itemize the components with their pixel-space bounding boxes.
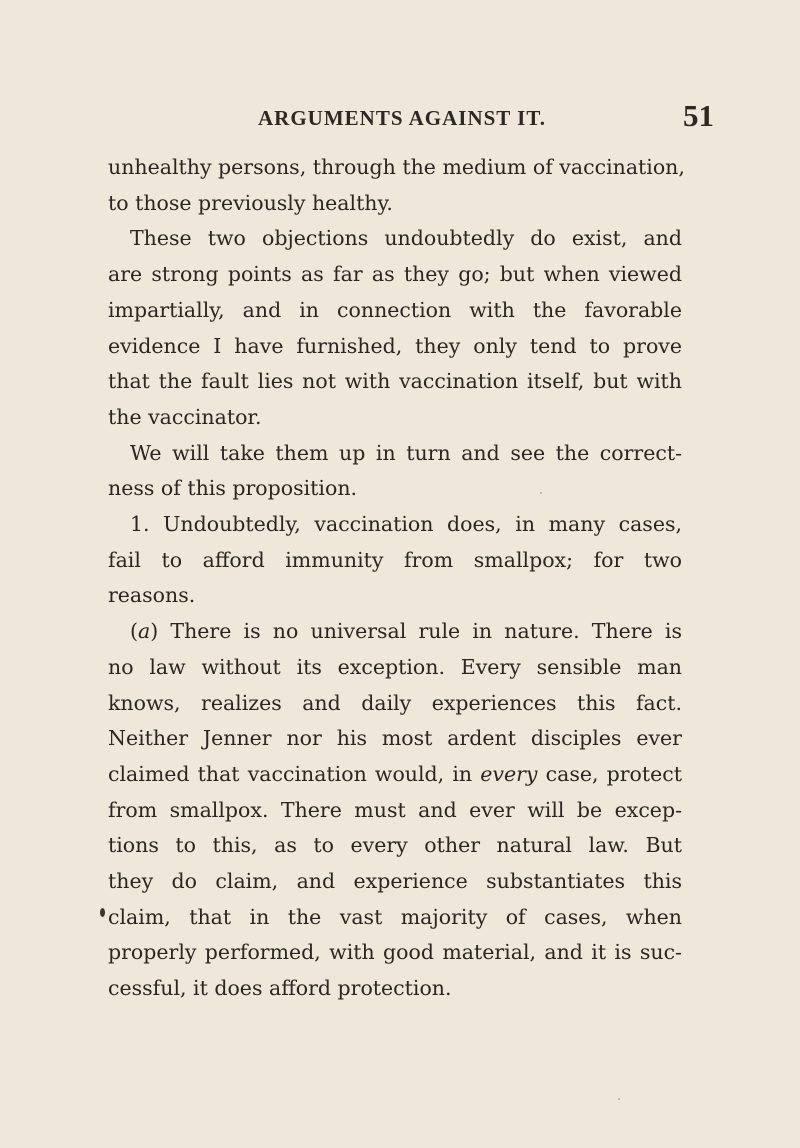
text-line: they do claim, and experience substantiates this	[108, 869, 682, 894]
text-line: knows, realizes and daily experiences this fact.	[108, 690, 682, 715]
text-line: no law without its exception. Every sensible man	[108, 654, 682, 679]
text-line: unhealthy persons, through the medium of vaccination,	[108, 155, 685, 179]
text-line: the vaccinator.	[108, 404, 262, 429]
text-line: These two objections undoubtedly do exist, and	[130, 226, 682, 251]
text-line: reasons.	[108, 583, 196, 608]
emphasis: every	[480, 761, 538, 786]
body-text	[108, 150, 685, 1007]
text-line: claimed that vaccination would, in every case, protect	[108, 761, 682, 786]
header-title: ARGUMENTS AGAINST IT.	[258, 106, 547, 130]
page-number: 51	[683, 98, 714, 133]
running-header	[258, 98, 714, 138]
text-line: fail to afford immunity from smallpox; for two	[108, 547, 682, 572]
text-line: that the fault lies not with vaccination itself, but with	[108, 369, 682, 394]
text-line: from smallpox. There must and ever will be excep-	[108, 797, 682, 822]
paper-speck	[540, 492, 542, 494]
emphasis: a	[138, 619, 151, 644]
ink-mark	[100, 908, 105, 917]
text-line: ness of this proposition.	[108, 476, 358, 501]
text-line: evidence I have furnished, they only tend to prove	[108, 333, 682, 358]
text-line: properly performed, with good material, and it is suc-	[108, 940, 682, 965]
text-line: are strong points as far as they go; but when viewed	[108, 262, 682, 287]
text-line: claim, that in the vast majority of cases, when	[108, 904, 682, 929]
text-line: to those previously healthy.	[108, 190, 393, 215]
text-line: tions to this, as to every other natural law. But	[108, 833, 682, 858]
text-line: cessful, it does afford protection.	[108, 976, 452, 1001]
paper-speck	[618, 1098, 620, 1100]
text-line: We will take them up in turn and see the correct-	[130, 440, 682, 465]
text-line: impartially, and in connection with the favorable	[108, 297, 682, 322]
text-line: Neither Jenner nor his most ardent disciples ever	[108, 726, 682, 751]
text-line: (a) There is no universal rule in nature. There is	[130, 619, 682, 644]
text-line: 1. Undoubtedly, vaccination does, in many cases,	[130, 512, 682, 537]
